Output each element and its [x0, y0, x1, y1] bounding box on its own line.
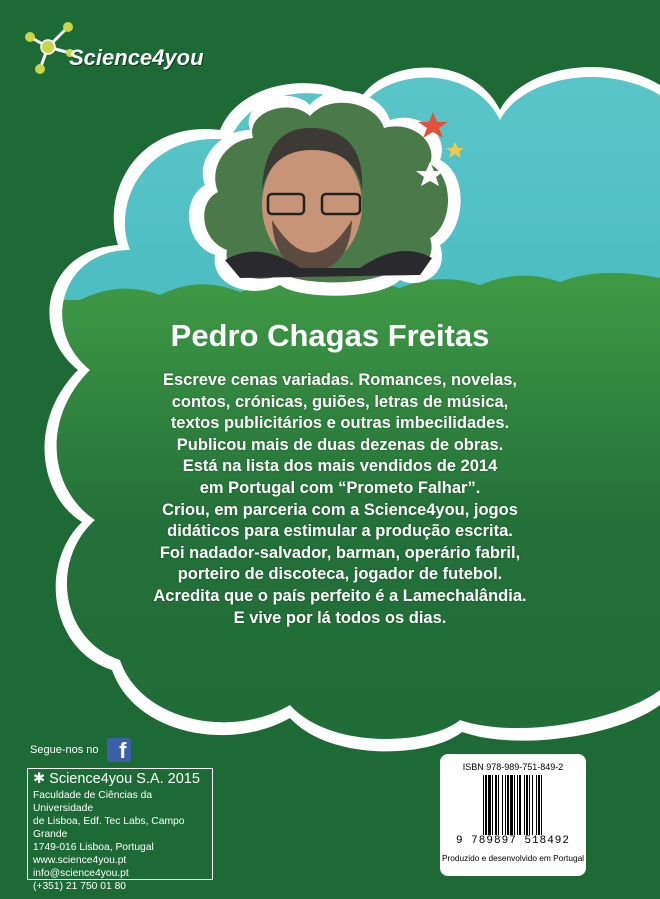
- author-bio: Escreve cenas variadas. Romances, novelas, contos, crónicas, guiões, letras de música, textos publicitários e outras imbecilidades. Publicou mais de duas dezenas de obras. Está na lista dos mais vendidos de 2014 em Portugal com “Prometo Falhar”. Criou, em parceria com a Science4you, jogos didáticos para estimular a produção escrita. Foi nadador-salvador, barman, operário fabril, porteiro de discoteca, jogador de futebol. Acredita que o país perfeito é a Lamechalândia. E vive por lá todos os dias.: [153, 371, 527, 627]
- barcode-bar: [542, 775, 544, 835]
- social-follow: Segue-nos no f: [30, 738, 131, 762]
- website-link[interactable]: www.science4you.pt: [33, 855, 127, 866]
- science4you-logo: Science4you: [20, 15, 204, 75]
- company-info-box: ✱ Science4you S.A. 2015 Faculdade de Ciências da Universidade de Lisboa, Edf. Tec Labs, Campo Grande 1749-016 Lisboa, Portugal www.science4you.pt info@science4you.pt (+351) 21 750 01 80: [27, 768, 213, 880]
- author-name: Pedro Chagas Freitas: [170, 318, 490, 353]
- molecule-icon: ✱: [33, 771, 46, 787]
- molecule-icon: [20, 15, 75, 75]
- barcode-box: ISBN 978-989-751-849-2 9 789897 518492 Produzido e desenvolvido em Portugal: [440, 754, 586, 876]
- barcode: [458, 775, 568, 835]
- email-link[interactable]: info@science4you.pt: [33, 868, 129, 879]
- facebook-icon[interactable]: f: [107, 738, 131, 762]
